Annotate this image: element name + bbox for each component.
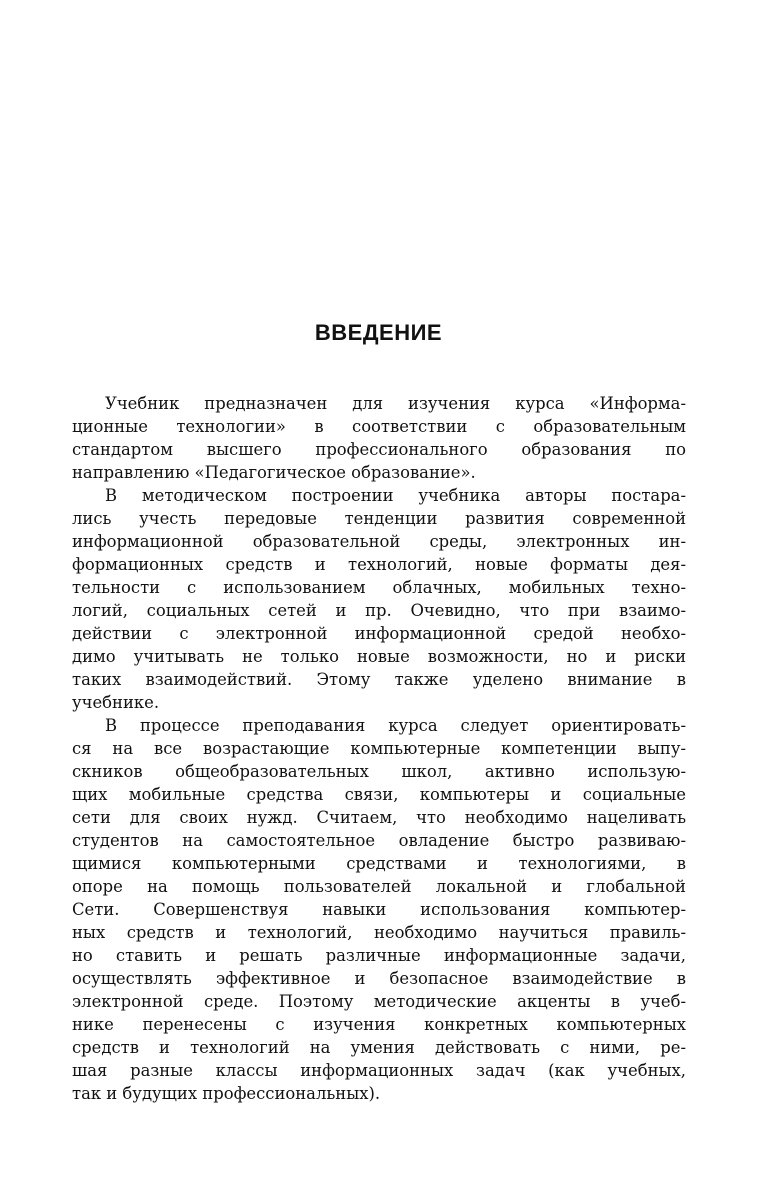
text-line: учебнике. xyxy=(72,693,160,712)
text-line: ных средств и технологий, необходимо научиться правиль- xyxy=(72,923,686,942)
text-line: таких взаимодействий. Этому также уделено внимание в xyxy=(72,670,686,689)
text-line: нике перенесены с изучения конкретных компьютерных xyxy=(72,1015,686,1034)
text-line: логий, социальных сетей и пр. Очевидно, что при взаимо- xyxy=(72,601,686,620)
text-line: действии с электронной информационной средой необхо- xyxy=(72,624,686,643)
paragraph-2 xyxy=(72,484,686,714)
text-line: формационных средств и технологий, новые форматы дея- xyxy=(72,555,686,574)
text-line: щих мобильные средства связи, компьютеры и социальные xyxy=(72,785,686,804)
paragraph-3 xyxy=(72,714,686,1105)
text-line: скников общеобразовательных школ, активно использую- xyxy=(72,762,686,781)
paragraph-1 xyxy=(72,392,686,484)
text-line: осуществлять эффективное и безопасное взаимодействие в xyxy=(72,969,686,988)
text-line: Сети. Совершенствуя навыки использования компьютер- xyxy=(72,900,686,919)
text-line: щимися компьютерными средствами и технологиями, в xyxy=(72,854,686,873)
text-line: опоре на помощь пользователей локальной и глобальной xyxy=(72,877,686,896)
text-line: сети для своих нужд. Считаем, что необходимо нацеливать xyxy=(72,808,686,827)
text-line: В процессе преподавания курса следует ориентировать- xyxy=(105,716,686,735)
text-line: направлению «Педагогическое образование». xyxy=(72,463,476,482)
text-line: димо учитывать не только новые возможности, но и риски xyxy=(72,647,686,666)
chapter-heading: ВВЕДЕНИЕ xyxy=(314,320,443,345)
text-line: студентов на самостоятельное овладение быстро развиваю- xyxy=(72,831,686,850)
text-line: так и будущих профессиональных). xyxy=(72,1084,381,1103)
text-line: но ставить и решать различные информационные задачи, xyxy=(72,946,686,965)
text-line: ся на все возрастающие компьютерные компетенции выпу- xyxy=(72,739,686,758)
text-line: средств и технологий на умения действовать с ними, ре- xyxy=(72,1038,686,1057)
text-line: лись учесть передовые тенденции развития современной xyxy=(72,509,686,528)
text-line: тельности с использованием облачных, мобильных техно- xyxy=(72,578,686,597)
text-line: электронной среде. Поэтому методические акценты в учеб- xyxy=(72,992,686,1011)
text-line: информационной образовательной среды, электронных ин- xyxy=(72,532,686,551)
text-line: стандартом высшего профессионального образования по xyxy=(72,440,686,459)
text-line: В методическом построении учебника авторы постара- xyxy=(105,486,686,505)
body-text xyxy=(72,392,686,1105)
text-line: Учебник предназначен для изучения курса «Информа- xyxy=(105,394,686,413)
text-line: ционные технологии» в соответствии с образовательным xyxy=(72,417,686,436)
text-line: шая разные классы информационных задач (как учебных, xyxy=(72,1061,686,1080)
